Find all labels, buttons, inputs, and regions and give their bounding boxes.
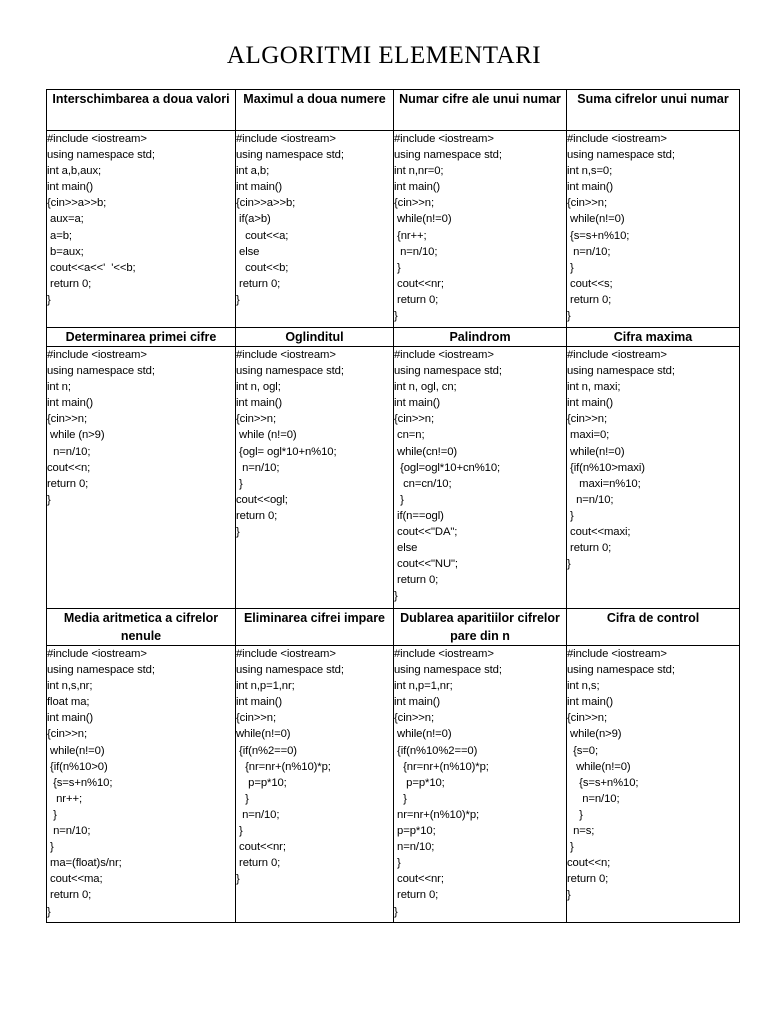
code-line: } <box>567 841 574 854</box>
section-heading: Determinarea primei cifre <box>47 328 236 347</box>
code-line: } <box>47 808 57 821</box>
code-line: } <box>567 558 571 571</box>
code-line: #include <iostream> <box>394 648 494 660</box>
code-line: #include <iostream> <box>236 349 336 361</box>
section-heading: Dublarea aparitiilor cifrelor pare din n <box>394 609 567 646</box>
code-block <box>394 131 567 328</box>
code-line: using namespace std; <box>567 664 675 677</box>
code-line: return 0; <box>394 889 439 902</box>
code-line: {cin>>n; <box>47 413 88 426</box>
code-line: int main() <box>236 696 283 709</box>
code-line: n=n/10; <box>394 245 438 258</box>
code-line: int n; <box>47 381 71 394</box>
code-line: p=p*10; <box>394 776 445 789</box>
algorithms-table <box>46 89 740 923</box>
code-line: #include <iostream> <box>394 133 494 145</box>
code-line: } <box>47 293 51 306</box>
code-line: nr++; <box>47 792 82 805</box>
code-line: {s=s+n%10; <box>47 776 113 789</box>
code-line: } <box>47 905 51 918</box>
code-line: while(n!=0) <box>567 445 625 458</box>
code-line: {if(n%10%2==0) <box>394 744 478 757</box>
code-line: return 0; <box>567 542 612 555</box>
code-line: int n,s; <box>567 680 600 693</box>
code-line: } <box>394 261 401 274</box>
code-line: } <box>394 590 398 603</box>
code-line: } <box>236 526 240 539</box>
code-line: {if(n%10>0) <box>47 760 108 773</box>
code-line: {nr++; <box>394 229 427 242</box>
code-block <box>567 347 740 609</box>
code-line: using namespace std; <box>567 365 675 378</box>
code-line: n=n/10; <box>394 841 435 854</box>
code-line: n=n/10; <box>567 792 620 805</box>
code-line: } <box>567 261 574 274</box>
code-line: {cin>>a>>b; <box>47 197 107 210</box>
code-line: #include <iostream> <box>236 648 336 660</box>
code-line: float ma; <box>47 696 90 709</box>
code-line: int main() <box>567 181 614 194</box>
code-line: using namespace std; <box>236 664 344 677</box>
code-line: int n, maxi; <box>567 381 621 394</box>
code-line: while (n!=0) <box>236 429 297 442</box>
code-line: else <box>236 245 260 258</box>
code-line: cout<<maxi; <box>567 526 631 539</box>
code-line: } <box>236 293 240 306</box>
code-line: #include <iostream> <box>567 349 667 361</box>
section-heading: Suma cifrelor unui numar <box>567 90 740 131</box>
code-line: cout<<n; <box>567 857 611 870</box>
code-line: using namespace std; <box>236 149 344 162</box>
code-line: cout<<"NU"; <box>394 558 458 571</box>
code-line: int n,p=1,nr; <box>236 680 295 693</box>
code-line: using namespace std; <box>567 149 675 162</box>
code-line: } <box>236 873 240 886</box>
code-line: return 0; <box>236 857 281 870</box>
code-line: int main() <box>47 712 94 725</box>
code-line: } <box>236 792 249 805</box>
code-line: while(cn!=0) <box>394 445 458 458</box>
code-line: } <box>394 905 398 918</box>
section-heading: Eliminarea cifrei impare <box>236 609 394 646</box>
code-line: cout<<s; <box>567 277 613 290</box>
code-line: cout<<"DA"; <box>394 526 458 539</box>
code-row <box>47 646 740 923</box>
code-line: {ogl=ogl*10+cn%10; <box>394 461 501 474</box>
code-line: n=n/10; <box>47 445 91 458</box>
code-line: } <box>567 808 583 821</box>
code-line: while(n!=0) <box>47 744 105 757</box>
code-block <box>47 646 236 923</box>
section-heading: Palindrom <box>394 328 567 347</box>
code-line: #include <iostream> <box>47 648 147 660</box>
code-line: int n,nr=0; <box>394 165 444 178</box>
section-heading: Interschimbarea a doua valori <box>47 90 236 131</box>
code-line: } <box>567 509 574 522</box>
code-line: cn=n; <box>394 429 425 442</box>
code-line: {cin>>n; <box>47 728 88 741</box>
code-line: return 0; <box>47 889 92 902</box>
code-line: } <box>47 841 54 854</box>
code-line: p=p*10; <box>394 825 436 838</box>
code-line: {cin>>n; <box>236 712 277 725</box>
code-line: #include <iostream> <box>47 133 147 145</box>
code-line: n=n/10; <box>567 493 614 506</box>
code-line: using namespace std; <box>47 365 155 378</box>
code-line: return 0; <box>394 574 439 587</box>
code-line: cout<<a<<' '<<b; <box>47 261 136 274</box>
code-line: using namespace std; <box>394 149 502 162</box>
code-line: while (n>9) <box>47 429 105 442</box>
section-heading: Media aritmetica a cifrelor nenule <box>47 609 236 646</box>
code-block <box>567 131 740 328</box>
code-line: } <box>567 310 571 323</box>
code-line: {if(n%2==0) <box>236 744 297 757</box>
code-line: {cin>>n; <box>394 413 435 426</box>
code-line: cn=cn/10; <box>394 477 452 490</box>
code-line: } <box>236 825 243 838</box>
code-line: } <box>567 889 571 902</box>
code-line: {ogl= ogl*10+n%10; <box>236 445 337 458</box>
code-line: {s=s+n%10; <box>567 776 639 789</box>
code-line: n=n/10; <box>236 808 280 821</box>
code-line: int n, ogl, cn; <box>394 381 457 394</box>
section-heading: Maximul a doua numere <box>236 90 394 131</box>
code-line: return 0; <box>236 277 281 290</box>
code-line: #include <iostream> <box>394 349 494 361</box>
code-line: int main() <box>47 181 94 194</box>
code-line: b=aux; <box>47 245 84 258</box>
code-line: {s=s+n%10; <box>567 229 630 242</box>
code-line: int a,b; <box>236 165 270 178</box>
code-line: if(a>b) <box>236 213 271 226</box>
code-block <box>567 646 740 923</box>
code-line: n=n/10; <box>236 461 280 474</box>
header-row <box>47 328 740 347</box>
code-line: using namespace std; <box>47 149 155 162</box>
code-line: return 0; <box>394 293 439 306</box>
code-line: else <box>394 542 418 555</box>
code-line: #include <iostream> <box>47 349 147 361</box>
page-title: ALGORITMI ELEMENTARI <box>226 42 542 69</box>
code-line: return 0; <box>236 509 278 522</box>
code-block <box>236 646 394 923</box>
code-line: using namespace std; <box>394 664 502 677</box>
code-line: maxi=n%10; <box>567 477 641 490</box>
section-heading: Oglinditul <box>236 328 394 347</box>
code-line: if(n==ogl) <box>394 509 444 522</box>
code-line: int main() <box>567 696 614 709</box>
code-line: return 0; <box>47 477 89 490</box>
code-line: a=b; <box>47 229 72 242</box>
code-block <box>47 131 236 328</box>
code-line: while(n!=0) <box>236 728 291 741</box>
section-heading: Cifra de control <box>567 609 740 646</box>
code-line: {cin>>n; <box>236 413 277 426</box>
code-line: cout<<n; <box>47 461 91 474</box>
code-block <box>236 131 394 328</box>
code-line: } <box>394 857 401 870</box>
code-line: cout<<nr; <box>236 841 286 854</box>
code-line: n=n/10; <box>47 825 91 838</box>
code-line: ma=(float)s/nr; <box>47 857 122 870</box>
code-line: {cin>>n; <box>567 197 608 210</box>
code-line: int main() <box>236 181 283 194</box>
code-line: {cin>>n; <box>394 712 435 725</box>
code-line: while(n!=0) <box>394 213 452 226</box>
code-line: cout<<nr; <box>394 873 444 886</box>
code-line: int n,s=0; <box>567 165 613 178</box>
code-line: int main() <box>394 181 441 194</box>
code-line: using namespace std; <box>47 664 155 677</box>
code-line: {cin>>n; <box>567 413 608 426</box>
code-line: while(n!=0) <box>567 760 631 773</box>
code-line: n=s; <box>567 825 595 838</box>
code-line: nr=nr+(n%10)*p; <box>394 808 480 821</box>
code-line: } <box>236 477 243 490</box>
code-row <box>47 347 740 609</box>
code-line: } <box>394 310 398 323</box>
code-line: return 0; <box>47 277 92 290</box>
code-line: int n,s,nr; <box>47 680 93 693</box>
code-line: {nr=nr+(n%10)*p; <box>394 760 489 773</box>
code-line: int n, ogl; <box>236 381 281 394</box>
code-line: int main() <box>567 397 614 410</box>
code-line: p=p*10; <box>236 776 287 789</box>
code-line: {nr=nr+(n%10)*p; <box>236 760 331 773</box>
code-line: cout<<nr; <box>394 277 444 290</box>
code-line: aux=a; <box>47 213 84 226</box>
code-block <box>394 347 567 609</box>
code-line: return 0; <box>567 293 612 306</box>
section-heading: Numar cifre ale unui numar <box>394 90 567 131</box>
section-heading: Cifra maxima <box>567 328 740 347</box>
code-line: cout<<ma; <box>47 873 103 886</box>
code-line: #include <iostream> <box>567 648 667 660</box>
code-line: int main() <box>47 397 94 410</box>
code-line: {cin>>n; <box>567 712 608 725</box>
code-line: using namespace std; <box>236 365 344 378</box>
code-line: using namespace std; <box>394 365 502 378</box>
header-row <box>47 90 740 131</box>
code-line: } <box>394 493 404 506</box>
code-line: return 0; <box>567 873 609 886</box>
code-line: cout<<a; <box>236 229 289 242</box>
code-line: {s=0; <box>567 744 599 757</box>
code-line: while(n!=0) <box>567 213 625 226</box>
code-line: int n,p=1,nr; <box>394 680 453 693</box>
code-line: int main() <box>394 397 441 410</box>
code-line: while(n!=0) <box>394 728 452 741</box>
code-line: cout<<b; <box>236 261 289 274</box>
code-row <box>47 131 740 328</box>
code-line: int main() <box>394 696 441 709</box>
code-line: n=n/10; <box>567 245 611 258</box>
code-line: } <box>47 493 51 506</box>
code-line: cout<<ogl; <box>236 493 288 506</box>
code-line: {if(n%10>maxi) <box>567 461 645 474</box>
code-line: int a,b,aux; <box>47 165 102 178</box>
code-line: maxi=0; <box>567 429 610 442</box>
code-block <box>47 347 236 609</box>
code-line: int main() <box>236 397 283 410</box>
code-line: {cin>>a>>b; <box>236 197 296 210</box>
code-line: } <box>394 792 407 805</box>
code-block <box>236 347 394 609</box>
code-line: #include <iostream> <box>567 133 667 145</box>
code-line: {cin>>n; <box>394 197 435 210</box>
code-block <box>394 646 567 923</box>
code-line: while(n>9) <box>567 728 622 741</box>
header-row <box>47 609 740 646</box>
code-line: #include <iostream> <box>236 133 336 145</box>
